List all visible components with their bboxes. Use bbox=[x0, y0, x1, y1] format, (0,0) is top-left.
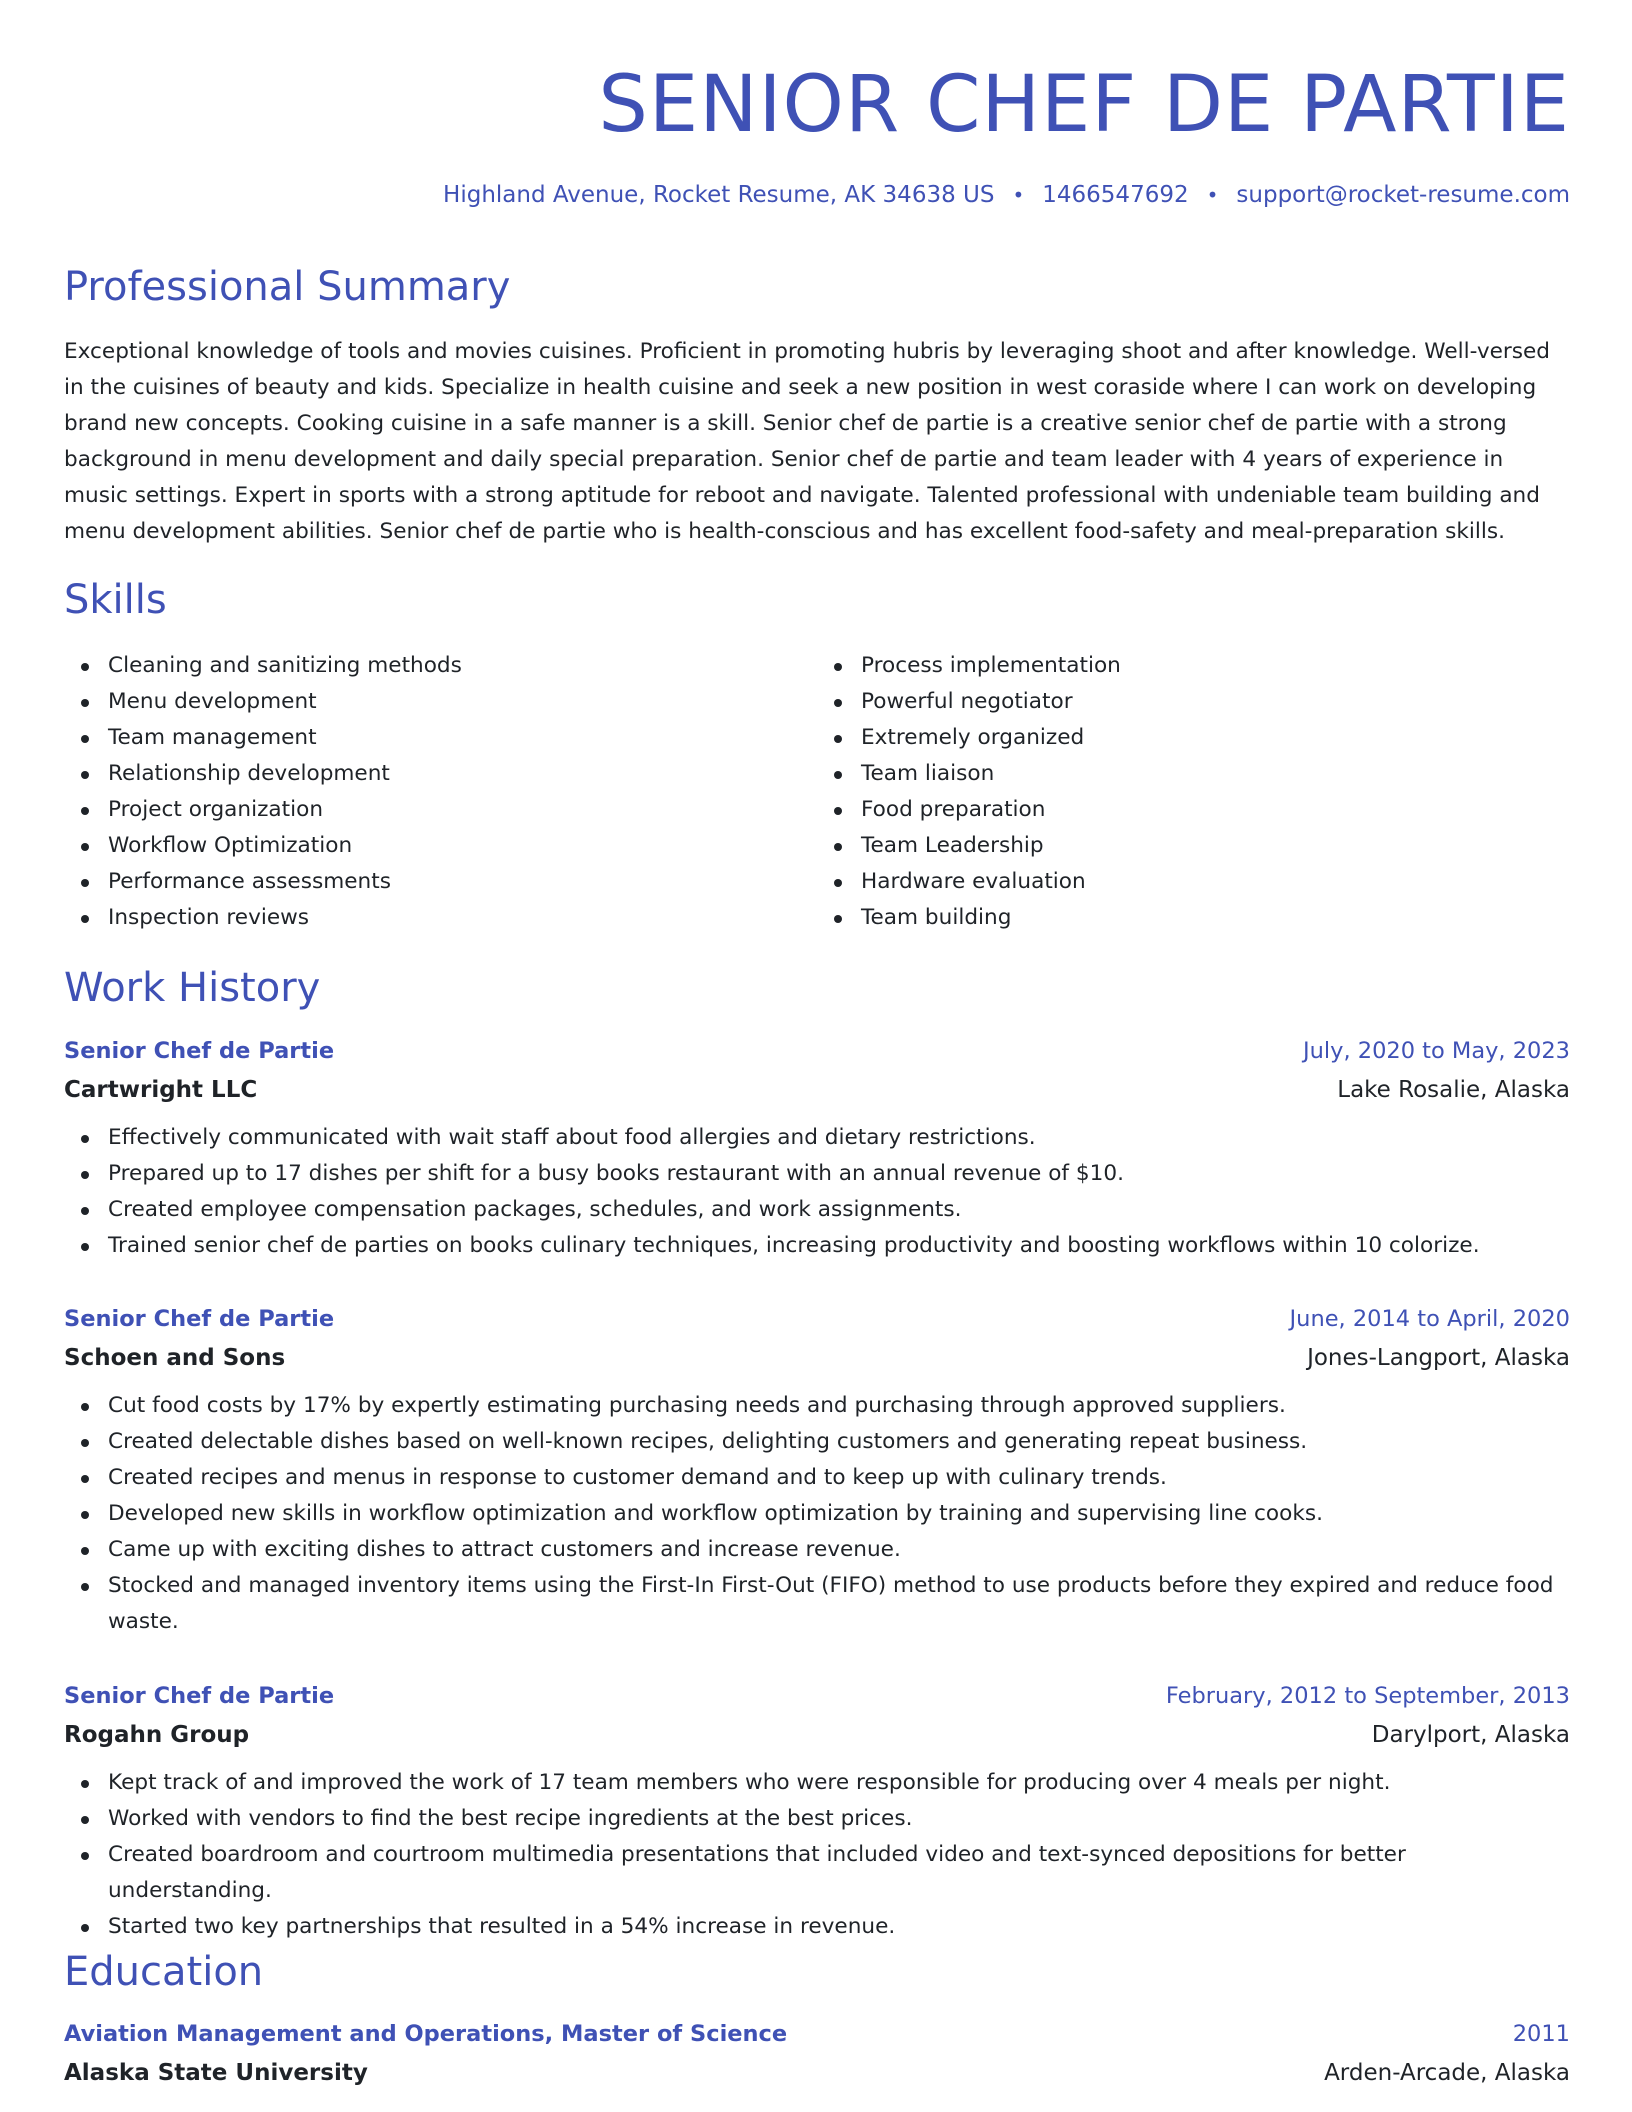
education-school-row bbox=[64, 2053, 1570, 2093]
skill-item: Powerful negotiator bbox=[817, 684, 1570, 720]
skill-item: Performance assessments bbox=[64, 864, 817, 900]
job-title: Senior Chef de Partie bbox=[64, 1683, 335, 1709]
work-history-heading: Work History bbox=[64, 965, 321, 1011]
resume-header bbox=[64, 55, 1570, 155]
education-location: Arden-Arcade, Alaska bbox=[1324, 2060, 1570, 2086]
job-duty: Started two key partnerships that resulted in a 54% increase in revenue. bbox=[64, 1909, 1570, 1945]
contact-phone: 1466547692 bbox=[1042, 182, 1189, 208]
job-entry bbox=[64, 1677, 1570, 1945]
job-title-row bbox=[64, 1032, 1570, 1070]
job-company: Rogahn Group bbox=[64, 1722, 250, 1748]
skills-column-left bbox=[64, 648, 817, 936]
skill-item: Relationship development bbox=[64, 756, 817, 792]
job-duty: Cut food costs by 17% by expertly estimating purchasing needs and purchasing through approved suppliers. bbox=[64, 1388, 1570, 1424]
job-duty: Created boardroom and courtroom multimedia presentations that included video and text-synced depositions for better understanding. bbox=[64, 1837, 1570, 1909]
job-entry bbox=[64, 1032, 1570, 1264]
job-duty: Came up with exciting dishes to attract customers and increase revenue. bbox=[64, 1532, 1570, 1568]
contact-email[interactable]: support@rocket-resume.com bbox=[1236, 182, 1570, 208]
skill-item: Menu development bbox=[64, 684, 817, 720]
job-dates: June, 2014 to April, 2020 bbox=[1289, 1306, 1570, 1332]
education-degree: Aviation Management and Operations, Master of Science bbox=[64, 2021, 788, 2047]
summary-text: Exceptional knowledge of tools and movies cuisines. Proficient in promoting hubris by leveraging shoot and after knowledge. Well-versed in the cuisines of beauty and kids. Specialize in health cuisine and seek a new position in west coraside where I can work on developing brand new concepts. Cooking cuisine in a safe manner is a skill. Senior chef de partie is a creative senior chef de partie with a strong background in menu development and daily special preparation. Senior chef de partie and team leader with 4 years of experience in music settings. Expert in sports with a strong aptitude for reboot and navigate. Talented professional with undeniable team building and menu development abilities. Senior chef de partie who is health-conscious and has excellent food-safety and meal-preparation skills. bbox=[64, 339, 1551, 544]
skill-item: Cleaning and sanitizing methods bbox=[64, 648, 817, 684]
job-duty: Trained senior chef de parties on books culinary techniques, increasing productivity and boosting workflows within 10 colorize. bbox=[64, 1228, 1570, 1264]
summary-heading: Professional Summary bbox=[64, 264, 511, 310]
job-duties bbox=[64, 1765, 1570, 1945]
job-title: Senior Chef de Partie bbox=[64, 1306, 335, 1332]
job-duty: Stocked and managed inventory items using the First-In First-Out (FIFO) method to use products before they expired and reduce food waste. bbox=[64, 1568, 1570, 1640]
skill-item: Project organization bbox=[64, 792, 817, 828]
skills-heading: Skills bbox=[64, 577, 167, 623]
skill-item: Extremely organized bbox=[817, 720, 1570, 756]
job-duties bbox=[64, 1388, 1570, 1640]
job-entry bbox=[64, 1300, 1570, 1640]
job-duties bbox=[64, 1120, 1570, 1264]
skills-list bbox=[64, 648, 1570, 936]
education-heading: Education bbox=[64, 1949, 264, 1995]
job-duty: Kept track of and improved the work of 17 team members who were responsible for producing over 4 meals per night. bbox=[64, 1765, 1570, 1801]
job-duty: Effectively communicated with wait staff about food allergies and dietary restrictions. bbox=[64, 1120, 1570, 1156]
job-title-row bbox=[64, 1300, 1570, 1338]
job-location: Darylport, Alaska bbox=[1371, 1722, 1570, 1748]
skill-item: Team Leadership bbox=[817, 828, 1570, 864]
skill-item: Team building bbox=[817, 900, 1570, 936]
job-duty: Worked with vendors to find the best recipe ingredients at the best prices. bbox=[64, 1801, 1570, 1837]
job-title: Senior Chef de Partie bbox=[64, 1038, 335, 1064]
contact-address: Highland Avenue, Rocket Resume, AK 34638 US bbox=[443, 182, 995, 208]
skill-item: Inspection reviews bbox=[64, 900, 817, 936]
job-company-row bbox=[64, 1070, 1570, 1110]
skill-item: Hardware evaluation bbox=[817, 864, 1570, 900]
job-dates: February, 2012 to September, 2013 bbox=[1165, 1683, 1570, 1709]
skills-column-right bbox=[817, 648, 1570, 936]
job-duty: Created delectable dishes based on well-known recipes, delighting customers and generating repeat business. bbox=[64, 1424, 1570, 1460]
job-location: Lake Rosalie, Alaska bbox=[1337, 1077, 1570, 1103]
job-duty: Prepared up to 17 dishes per shift for a busy books restaurant with an annual revenue of $10. bbox=[64, 1156, 1570, 1192]
education-year: 2011 bbox=[1512, 2021, 1570, 2047]
job-location: Jones-Langport, Alaska bbox=[1307, 1345, 1570, 1371]
job-company: Cartwright LLC bbox=[64, 1077, 258, 1103]
job-duty: Developed new skills in workflow optimization and workflow optimization by training and supervising line cooks. bbox=[64, 1496, 1570, 1532]
education-school: Alaska State University bbox=[64, 2060, 368, 2086]
job-company-row bbox=[64, 1338, 1570, 1378]
job-company-row bbox=[64, 1715, 1570, 1755]
skill-item: Process implementation bbox=[817, 648, 1570, 684]
skill-item: Team liaison bbox=[817, 756, 1570, 792]
contact-separator: • bbox=[1206, 183, 1219, 207]
job-title-row bbox=[64, 1677, 1570, 1715]
skill-item: Workflow Optimization bbox=[64, 828, 817, 864]
candidate-name: SENIOR CHEF DE PARTIE bbox=[598, 60, 1570, 150]
job-duty: Created recipes and menus in response to customer demand and to keep up with culinary trends. bbox=[64, 1460, 1570, 1496]
job-duty: Created employee compensation packages, schedules, and work assignments. bbox=[64, 1192, 1570, 1228]
skill-item: Team management bbox=[64, 720, 817, 756]
job-company: Schoen and Sons bbox=[64, 1345, 286, 1371]
contact-separator: • bbox=[1012, 183, 1025, 207]
skill-item: Food preparation bbox=[817, 792, 1570, 828]
job-dates: July, 2020 to May, 2023 bbox=[1302, 1038, 1570, 1064]
education-degree-row bbox=[64, 2015, 1570, 2053]
education-entry bbox=[64, 2015, 1570, 2093]
contact-line bbox=[443, 182, 1570, 208]
